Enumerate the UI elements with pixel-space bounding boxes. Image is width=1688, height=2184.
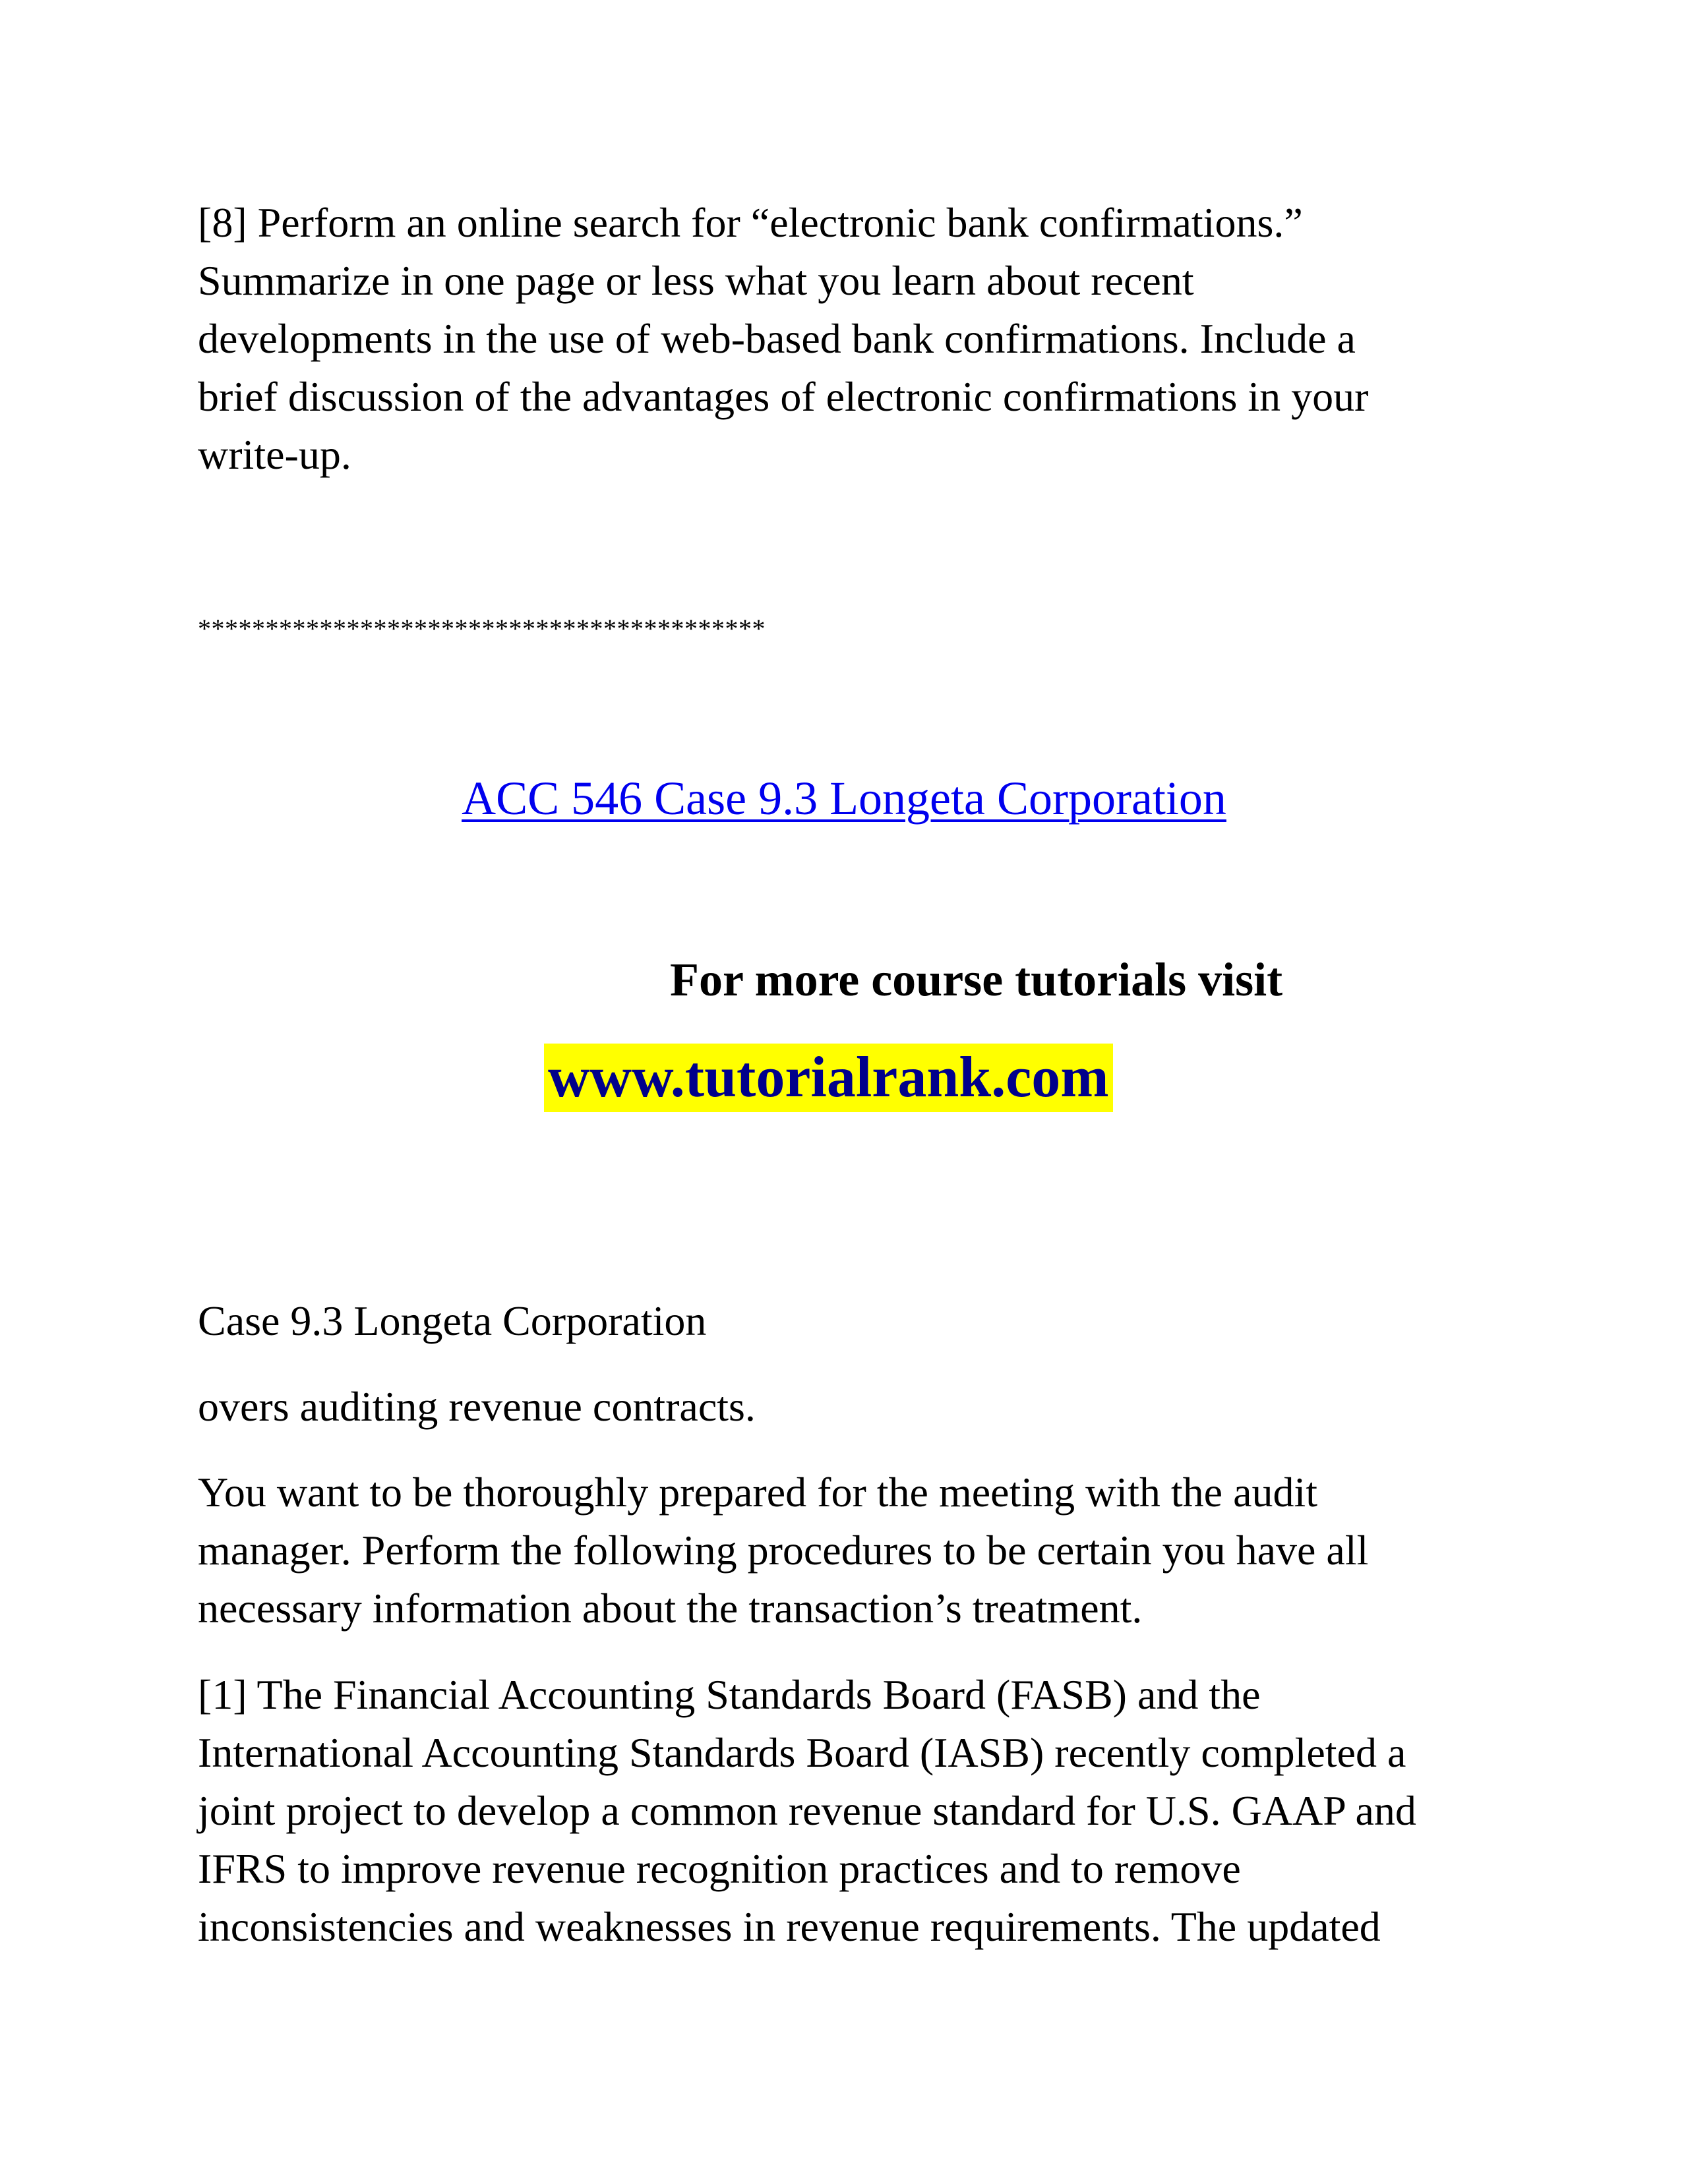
paragraph-line: joint project to develop a common revenue standard for U.S. GAAP and	[198, 1787, 1416, 1834]
promo-url-link[interactable]: www.tutorialrank.com	[544, 1044, 1113, 1112]
paragraph-line: You want to be thoroughly prepared for the meeting with the audit	[198, 1469, 1318, 1516]
paragraph-line: [1] The Financial Accounting Standards Board (FASB) and the	[198, 1671, 1261, 1718]
paragraph-line: IFRS to improve revenue recognition practices and to remove	[198, 1845, 1241, 1892]
paragraph-line: International Accounting Standards Board (IASB) recently completed a	[198, 1729, 1406, 1776]
paragraph-1	[198, 1666, 1490, 1956]
paragraph-line: developments in the use of web-based bank confirmations. Include a	[198, 315, 1356, 362]
prepared-paragraph	[198, 1463, 1490, 1638]
case-title-link[interactable]: ACC 546 Case 9.3 Longeta Corporation	[462, 772, 1226, 825]
case-title-heading	[0, 767, 1688, 830]
paragraph-line: brief discussion of the advantages of electronic confirmations in your	[198, 373, 1369, 420]
promo-heading: For more course tutorials visit	[670, 953, 1283, 1006]
paragraph-line: Summarize in one page or less what you learn about recent	[198, 257, 1194, 304]
asterisk-separator: ******************************************	[198, 614, 766, 643]
case-heading: Case 9.3 Longeta Corporation	[198, 1297, 707, 1344]
paragraph-line: inconsistencies and weaknesses in revenue requirements. The updated	[198, 1903, 1381, 1950]
paragraph-line: write-up.	[198, 431, 351, 478]
covers-line: overs auditing revenue contracts.	[198, 1383, 756, 1430]
paragraph-line: necessary information about the transaction’s treatment.	[198, 1585, 1143, 1632]
paragraph-line: [8] Perform an online search for “electronic bank confirmations.”	[198, 199, 1303, 246]
paragraph-line: manager. Perform the following procedures to be certain you have all	[198, 1527, 1369, 1574]
paragraph-8	[198, 194, 1490, 484]
